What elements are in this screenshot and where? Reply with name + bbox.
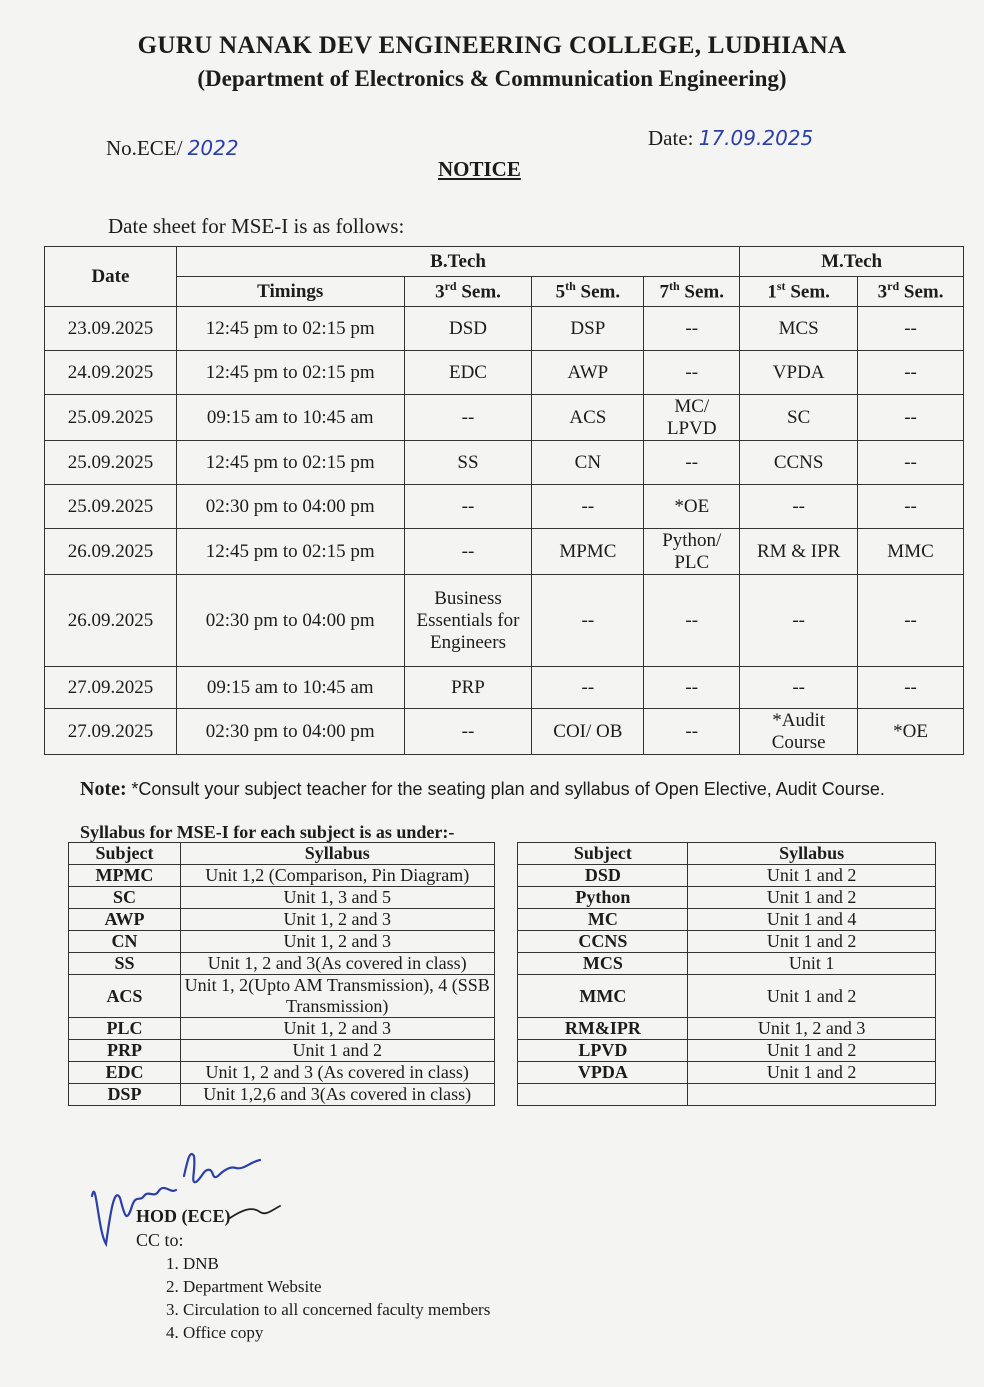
cc-item: 4. Office copy — [166, 1323, 264, 1342]
syllabus-gap — [494, 931, 518, 953]
syllabus-subject: MMC — [518, 975, 688, 1018]
header-btech-sem5: 5th Sem. — [532, 277, 644, 307]
cell-timing: 09:15 am to 10:45 am — [176, 667, 404, 709]
syllabus-subject: CN — [69, 931, 181, 953]
cell-mtech-sem1: *Audit Course — [740, 709, 858, 755]
cell-btech-sem5: -- — [532, 575, 644, 667]
cc-item: 2. Department Website — [166, 1277, 322, 1296]
syllabus-units: Unit 1 and 2 — [688, 975, 936, 1018]
cell-btech-sem7: -- — [644, 667, 740, 709]
syllabus-subject: MCS — [518, 953, 688, 975]
syllabus-units: Unit 1,2 (Comparison, Pin Diagram) — [180, 865, 494, 887]
syllabus-row — [69, 975, 936, 1018]
syllabus-gap — [494, 953, 518, 975]
reference-number — [106, 136, 239, 161]
syllabus-gap — [494, 843, 518, 865]
cell-btech-sem7: -- — [644, 351, 740, 395]
syllabus-units: Unit 1 and 2 — [688, 1040, 936, 1062]
syllabus-units: Unit 1,2,6 and 3(As covered in class) — [180, 1084, 494, 1106]
cell-mtech-sem3: -- — [858, 667, 964, 709]
header-mtech: M.Tech — [740, 247, 964, 277]
cell-btech-sem7: *OE — [644, 485, 740, 529]
note-text: *Consult your subject teacher for the seating plan and syllabus of Open Elective, Audit Course. — [131, 779, 885, 799]
header-mtech-sem1: 1st Sem. — [740, 277, 858, 307]
cell-btech-sem3: -- — [404, 709, 532, 755]
cell-mtech-sem1: CCNS — [740, 441, 858, 485]
notice-date — [648, 126, 813, 151]
syllabus-caption: Syllabus for MSE-I for each subject is as under:- — [80, 822, 455, 842]
datesheet-row — [45, 441, 964, 485]
syllabus-subject: Python — [518, 887, 688, 909]
syllabus-subject: LPVD — [518, 1040, 688, 1062]
syllabus-gap — [494, 1018, 518, 1040]
intro-text: Date sheet for MSE-I is as follows: — [108, 214, 405, 238]
note-label: Note: — [80, 778, 127, 800]
syllabus-units: Unit 1 and 2 — [180, 1040, 494, 1062]
cell-btech-sem7: -- — [644, 441, 740, 485]
notice-heading: NOTICE — [438, 157, 521, 181]
cell-btech-sem5: COI/ OB — [532, 709, 644, 755]
syllabus-row — [69, 1018, 936, 1040]
syllabus-header-subject-left: Subject — [69, 843, 181, 865]
syllabus-subject: DSP — [69, 1084, 181, 1106]
reference-handwritten-number: 2022 — [187, 136, 239, 160]
cell-btech-sem7: -- — [644, 575, 740, 667]
cell-timing: 02:30 pm to 04:00 pm — [176, 709, 404, 755]
cell-btech-sem3: SS — [404, 441, 532, 485]
cell-date: 24.09.2025 — [45, 351, 177, 395]
cc-list — [166, 1252, 490, 1344]
cell-btech-sem5: -- — [532, 667, 644, 709]
syllabus-gap — [494, 1084, 518, 1106]
cell-timing: 12:45 pm to 02:15 pm — [176, 441, 404, 485]
syllabus-header-syllabus-left: Syllabus — [180, 843, 494, 865]
syllabus-subject: AWP — [69, 909, 181, 931]
cell-btech-sem5: -- — [532, 485, 644, 529]
cell-btech-sem7: -- — [644, 307, 740, 351]
syllabus-row — [69, 931, 936, 953]
syllabus-row — [69, 1062, 936, 1084]
syllabus-subject: EDC — [69, 1062, 181, 1084]
syllabus-subject: PRP — [69, 1040, 181, 1062]
datesheet-row — [45, 485, 964, 529]
cell-date: 26.09.2025 — [45, 575, 177, 667]
note — [80, 778, 885, 801]
cell-btech-sem5: CN — [532, 441, 644, 485]
syllabus-row — [69, 865, 936, 887]
syllabus-units: Unit 1 and 4 — [688, 909, 936, 931]
cc-item: 1. DNB — [166, 1254, 219, 1273]
syllabus-units: Unit 1 and 2 — [688, 1062, 936, 1084]
syllabus-table — [68, 842, 936, 1106]
datesheet-row — [45, 307, 964, 351]
cell-date: 27.09.2025 — [45, 709, 177, 755]
syllabus-gap — [494, 865, 518, 887]
cell-mtech-sem1: SC — [740, 395, 858, 441]
syllabus-row — [69, 909, 936, 931]
syllabus-subject: RM&IPR — [518, 1018, 688, 1040]
syllabus-units: Unit 1, 2 and 3 (As covered in class) — [180, 1062, 494, 1084]
cell-timing: 12:45 pm to 02:15 pm — [176, 351, 404, 395]
cell-date: 26.09.2025 — [45, 529, 177, 575]
reference-prefix: No.ECE/ — [106, 136, 183, 160]
cell-mtech-sem1: MCS — [740, 307, 858, 351]
syllabus-gap — [494, 975, 518, 1018]
syllabus-subject: CCNS — [518, 931, 688, 953]
cell-mtech-sem3: -- — [858, 441, 964, 485]
syllabus-row — [69, 887, 936, 909]
syllabus-row — [69, 953, 936, 975]
syllabus-units: Unit 1 and 2 — [688, 931, 936, 953]
syllabus-units — [688, 1084, 936, 1106]
header-btech-sem7: 7th Sem. — [644, 277, 740, 307]
syllabus-units: Unit 1, 2 and 3(As covered in class) — [180, 953, 494, 975]
cc-item: 3. Circulation to all concerned faculty members — [166, 1300, 491, 1319]
hod-signature — [84, 1136, 294, 1266]
cell-mtech-sem3: *OE — [858, 709, 964, 755]
cell-mtech-sem3: -- — [858, 575, 964, 667]
syllabus-gap — [494, 909, 518, 931]
syllabus-header-subject-right: Subject — [518, 843, 688, 865]
syllabus-units: Unit 1 — [688, 953, 936, 975]
header-btech-sem3: 3rd Sem. — [404, 277, 532, 307]
date-handwritten-value: 17.09.2025 — [698, 126, 814, 150]
syllabus-gap — [494, 1062, 518, 1084]
cell-btech-sem3: -- — [404, 395, 532, 441]
syllabus-units: Unit 1, 2(Upto AM Transmission), 4 (SSB Transmission) — [180, 975, 494, 1018]
syllabus-units: Unit 1, 2 and 3 — [688, 1018, 936, 1040]
datesheet-row — [45, 709, 964, 755]
cell-mtech-sem3: -- — [858, 485, 964, 529]
syllabus-gap — [494, 1040, 518, 1062]
syllabus-units: Unit 1 and 2 — [688, 887, 936, 909]
cell-btech-sem5: MPMC — [532, 529, 644, 575]
syllabus-subject: PLC — [69, 1018, 181, 1040]
cc-label: CC to: — [136, 1230, 184, 1250]
cell-btech-sem3: EDC — [404, 351, 532, 395]
cell-timing: 12:45 pm to 02:15 pm — [176, 307, 404, 351]
syllabus-gap — [494, 887, 518, 909]
cell-date: 27.09.2025 — [45, 667, 177, 709]
syllabus-units: Unit 1, 2 and 3 — [180, 931, 494, 953]
college-name: GURU NANAK DEV ENGINEERING COLLEGE, LUDHIANA — [137, 32, 847, 59]
syllabus-subject: DSD — [518, 865, 688, 887]
header-btech: B.Tech — [176, 247, 739, 277]
date-label: Date: — [648, 126, 694, 150]
syllabus-subject — [518, 1084, 688, 1106]
cell-date: 25.09.2025 — [45, 395, 177, 441]
cell-btech-sem5: AWP — [532, 351, 644, 395]
cell-btech-sem3: PRP — [404, 667, 532, 709]
cell-mtech-sem3: MMC — [858, 529, 964, 575]
syllabus-units: Unit 1, 2 and 3 — [180, 1018, 494, 1040]
syllabus-header-syllabus-right: Syllabus — [688, 843, 936, 865]
datesheet-row — [45, 575, 964, 667]
datesheet-row — [45, 351, 964, 395]
cell-btech-sem7: -- — [644, 709, 740, 755]
syllabus-subject: MC — [518, 909, 688, 931]
cell-mtech-sem1: -- — [740, 575, 858, 667]
hod-designation: HOD (ECE) — [136, 1206, 231, 1226]
department-name: (Department of Electronics & Communication Engineering) — [197, 66, 787, 91]
datesheet-row — [45, 395, 964, 441]
cell-mtech-sem3: -- — [858, 307, 964, 351]
datesheet-row — [45, 667, 964, 709]
cell-mtech-sem3: -- — [858, 395, 964, 441]
header-mtech-sem3: 3rd Sem. — [858, 277, 964, 307]
cell-timing: 12:45 pm to 02:15 pm — [176, 529, 404, 575]
cell-btech-sem3: DSD — [404, 307, 532, 351]
cell-btech-sem3: Business Essentials for Engineers — [404, 575, 532, 667]
cell-btech-sem3: -- — [404, 485, 532, 529]
cell-mtech-sem1: VPDA — [740, 351, 858, 395]
cell-mtech-sem1: RM & IPR — [740, 529, 858, 575]
cell-btech-sem3: -- — [404, 529, 532, 575]
datesheet-table — [44, 246, 964, 755]
cell-date: 25.09.2025 — [45, 441, 177, 485]
cell-btech-sem7: Python/ PLC — [644, 529, 740, 575]
datesheet-row — [45, 529, 964, 575]
cell-btech-sem5: DSP — [532, 307, 644, 351]
syllabus-subject: VPDA — [518, 1062, 688, 1084]
cell-btech-sem7: MC/ LPVD — [644, 395, 740, 441]
cell-mtech-sem3: -- — [858, 351, 964, 395]
syllabus-units: Unit 1 and 2 — [688, 865, 936, 887]
syllabus-row — [69, 1084, 936, 1106]
syllabus-subject: SC — [69, 887, 181, 909]
cell-date: 23.09.2025 — [45, 307, 177, 351]
header-timings: Timings — [176, 277, 404, 307]
cell-mtech-sem1: -- — [740, 485, 858, 529]
syllabus-units: Unit 1, 2 and 3 — [180, 909, 494, 931]
syllabus-row — [69, 1040, 936, 1062]
cell-timing: 02:30 pm to 04:00 pm — [176, 485, 404, 529]
cell-timing: 02:30 pm to 04:00 pm — [176, 575, 404, 667]
syllabus-subject: MPMC — [69, 865, 181, 887]
cell-mtech-sem1: -- — [740, 667, 858, 709]
cell-btech-sem5: ACS — [532, 395, 644, 441]
cell-date: 25.09.2025 — [45, 485, 177, 529]
syllabus-units: Unit 1, 3 and 5 — [180, 887, 494, 909]
cell-timing: 09:15 am to 10:45 am — [176, 395, 404, 441]
header-date: Date — [45, 247, 177, 307]
syllabus-subject: SS — [69, 953, 181, 975]
syllabus-subject: ACS — [69, 975, 181, 1018]
